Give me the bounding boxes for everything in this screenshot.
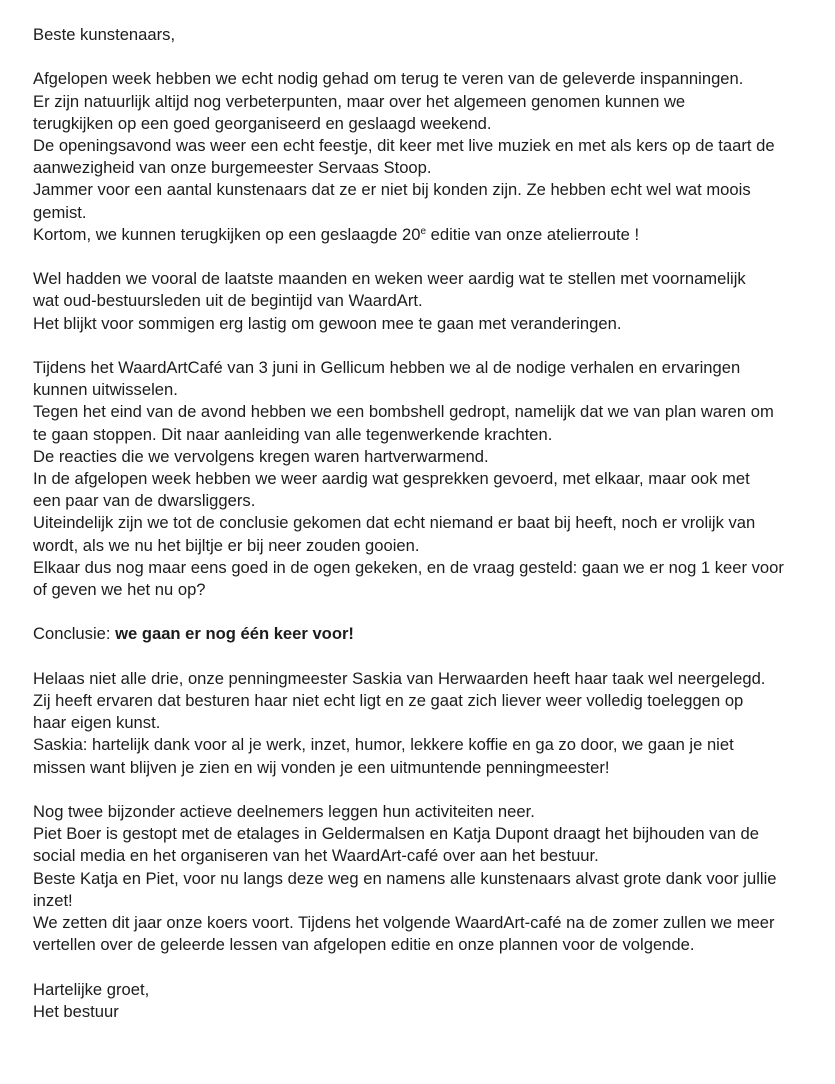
text-line: een paar van de dwarsliggers.: [33, 491, 256, 511]
closing-signature: Het bestuur: [33, 1001, 119, 1021]
paragraph-gap: [33, 646, 821, 668]
paragraph-gap: [33, 46, 821, 68]
conclusion-label: Conclusie:: [33, 624, 116, 644]
text-line: wordt, als we nu het bijltje er bij neer zouden gooien.: [33, 535, 420, 555]
text-line: wat oud-bestuursleden uit de begintijd van WaardArt.: [33, 291, 423, 311]
text-line: Helaas niet alle drie, onze penningmeester Saskia van Herwaarden heeft haar taak wel neergelegd.: [33, 668, 766, 688]
text-line: Jammer voor een aantal kunstenaars dat ze er niet bij konden zijn. Ze hebben echt wel wat moois: [33, 180, 751, 200]
closing: [33, 979, 821, 1023]
text-line: vertellen over de geleerde lessen van afgelopen editie en onze plannen voor de volgende.: [33, 935, 695, 955]
closing-greeting: Hartelijke groet,: [33, 979, 150, 999]
text-line: Tijdens het WaardArtCafé van 3 juni in Gellicum hebben we al de nodige verhalen en ervaringen: [33, 358, 741, 377]
text-line: Er zijn natuurlijk altijd nog verbeterpunten, maar over het algemeen genomen kunnen we: [33, 91, 686, 111]
text-line: De reacties die we vervolgens kregen waren hartverwarmend.: [33, 446, 489, 466]
text-line: We zetten dit jaar onze koers voort. Tijdens het volgende WaardArt-café na de zomer zullen we meer: [33, 913, 775, 933]
text-line: gemist.: [33, 202, 87, 222]
paragraph-treasurer: [33, 668, 821, 779]
ordinal-superscript: e: [420, 225, 427, 237]
paragraph-gap: [33, 335, 821, 357]
text-line: terugkijken op een goed georganiseerd en geslaagd weekend.: [33, 113, 492, 133]
paragraph-former-board: [33, 268, 821, 335]
text-line: Wel hadden we vooral de laatste maanden en weken weer aardig wat te stellen met voornamelijk: [33, 269, 746, 289]
paragraph-waardartcafe: [33, 357, 821, 601]
text-line: inzet!: [33, 890, 73, 910]
text-line: Uiteindelijk zijn we tot de conclusie gekomen dat echt niemand er baat bij heeft, noch er vrolijk van: [33, 513, 756, 533]
paragraph-gap: [33, 956, 821, 978]
text-line: Tegen het eind van de avond hebben we een bombshell gedropt, namelijk dat we van plan waren om: [33, 402, 774, 422]
conclusion-bold: we gaan er nog één keer voor!: [115, 624, 354, 644]
text-line: missen want blijven je zien en wij vonden je een uitmuntende penningmeester!: [33, 757, 610, 777]
text-line: Zij heeft ervaren dat besturen haar niet echt ligt en ze gaat zich liever weer volledig toeleggen op: [33, 691, 744, 711]
text-line: Afgelopen week hebben we echt nodig gehad om terug te veren van de geleverde inspanningen.: [33, 69, 744, 89]
text-line: Het blijkt voor sommigen erg lastig om gewoon mee te gaan met veranderingen.: [33, 313, 622, 333]
text-line: Beste Katja en Piet, voor nu langs deze weg en namens alle kunstenaars alvast grote dank voor jullie: [33, 868, 777, 888]
text-line: kunnen uitwisselen.: [33, 380, 178, 400]
text-line: In de afgelopen week hebben we weer aardig wat gesprekken gevoerd, met elkaar, maar ook met: [33, 469, 750, 489]
text-line: social media en het organiseren van het WaardArt-café over aan het bestuur.: [33, 846, 599, 866]
text-line: De openingsavond was weer een echt feestje, dit keer met live muziek en met als kers op de taart de: [33, 136, 775, 155]
salutation: Beste kunstenaars,: [33, 25, 176, 44]
text-line: te gaan stoppen. Dit naar aanleiding van alle tegenwerkende krachten.: [33, 424, 553, 444]
text-line: aanwezigheid van onze burgemeester Servaas Stoop.: [33, 158, 432, 178]
paragraph-gap: [33, 601, 821, 623]
text-line: haar eigen kunst.: [33, 713, 161, 733]
paragraph-conclusion: [33, 623, 821, 645]
paragraph-participants: [33, 801, 821, 956]
text-line: of geven we het nu op?: [33, 580, 206, 600]
text-line: Nog twee bijzonder actieve deelnemers leggen hun activiteiten neer.: [33, 802, 535, 822]
text-line: Kortom, we kunnen terugkijken op een geslaagde 20e editie van onze atelierroute !: [33, 224, 640, 244]
text-line: Elkaar dus nog maar eens goed in de ogen gekeken, en de vraag gesteld: gaan we er nog 1 keer voor: [33, 557, 784, 577]
paragraph-weekend-review: [33, 68, 821, 246]
text-line: Saskia: hartelijk dank voor al je werk, inzet, humor, lekkere koffie en ga zo door, we gaan je niet: [33, 735, 734, 755]
text-line: [33, 623, 821, 645]
paragraph-gap: [33, 779, 821, 801]
paragraph-gap: [33, 246, 821, 268]
text-line: Piet Boer is gestopt met de etalages in Geldermalsen en Katja Dupont draagt het bijhouden van de: [33, 824, 759, 844]
